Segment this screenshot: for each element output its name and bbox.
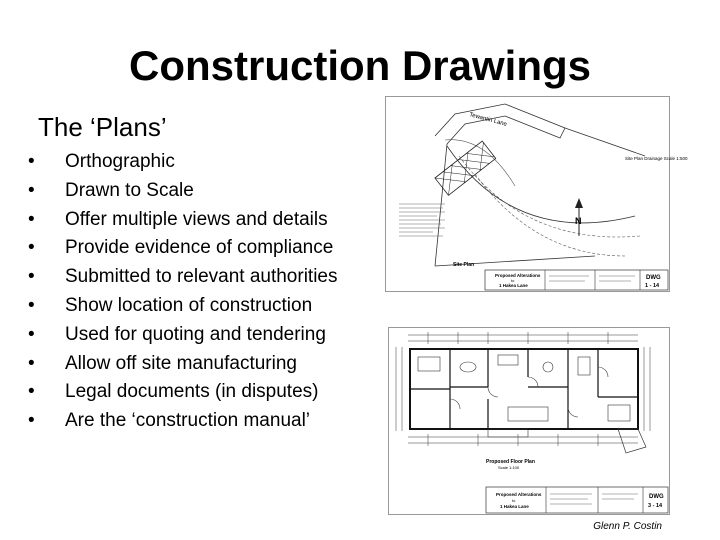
bullet-item [28,263,338,292]
bullet-item [28,148,338,177]
site-dwg-number: 1 - 14 [645,283,660,289]
road-label: Tewantin Lane [468,112,508,128]
bullet-item [28,378,338,407]
bullet-item [28,321,338,350]
bullet-item [28,350,338,379]
bullet-glyph: • [28,381,35,403]
door-swings [450,367,608,417]
bullet-glyph: • [28,323,35,345]
bullet-text: Allow off site manufacturing [65,352,297,374]
site-project-address: 1 Hakea Lane [499,283,528,288]
site-project-to: to [511,278,515,283]
interior-walls [410,349,638,429]
slide-title: Construction Drawings [128,42,592,89]
bullet-list [28,148,338,436]
bullet-glyph: • [28,151,35,172]
floor-view-label: Proposed Floor Plan [486,459,535,465]
bullet-glyph: • [28,294,35,316]
bullet-glyph: • [28,208,35,230]
bullet-glyph: • [28,266,35,288]
site-plan-svg [385,96,688,292]
bullet-text: Are the ‘construction manual’ [65,410,311,432]
floor-dwg-label: DWG [649,494,664,500]
bullet-text: Drawn to Scale [65,179,194,201]
site-view-label: Site Plan [453,262,475,268]
bullet-item [28,292,338,321]
floor-project-to: to [512,498,516,503]
bullet-item [28,234,338,263]
bullet-text: Provide evidence of compliance [65,237,334,259]
site-project-title: Proposed Alterations [495,273,541,278]
bullet-text: Offer multiple views and details [65,208,328,230]
bullet-text: Submitted to relevant authorities [65,266,338,288]
site-plan-drawing [385,96,688,292]
floor-project-address: 1 Hakea Lane [500,504,529,509]
slide-subtitle: The ‘Plans’ [38,112,167,142]
bullet-text: Orthographic [65,151,175,172]
floor-plan-svg [388,327,670,515]
author-credit: Glenn P. Costin [593,521,662,532]
bullet-item [28,206,338,235]
floor-plan-drawing [388,327,670,515]
bullet-glyph: • [28,237,35,259]
bullet-glyph: • [28,352,35,374]
floor-title-block [486,487,668,513]
north-arrow-icon [575,198,583,236]
site-scale-note: Site Plan Drainage Scale 1:500 [625,156,688,161]
north-label: N [575,216,582,226]
floor-dwg-number: 3 - 14 [648,503,663,509]
bullet-text: Show location of construction [65,294,313,316]
bullet-glyph: • [28,410,35,432]
floor-scale-label: Scale 1:100 [498,465,520,470]
site-dwg-label: DWG [646,275,661,281]
bullet-item [28,407,338,436]
bullet-text: Used for quoting and tendering [65,323,326,345]
floor-project-title: Proposed Alterations [496,492,542,497]
bullet-text: Legal documents (in disputes) [65,381,319,403]
bullet-glyph: • [28,179,35,201]
site-title-block [485,270,668,290]
bullet-item [28,177,338,206]
